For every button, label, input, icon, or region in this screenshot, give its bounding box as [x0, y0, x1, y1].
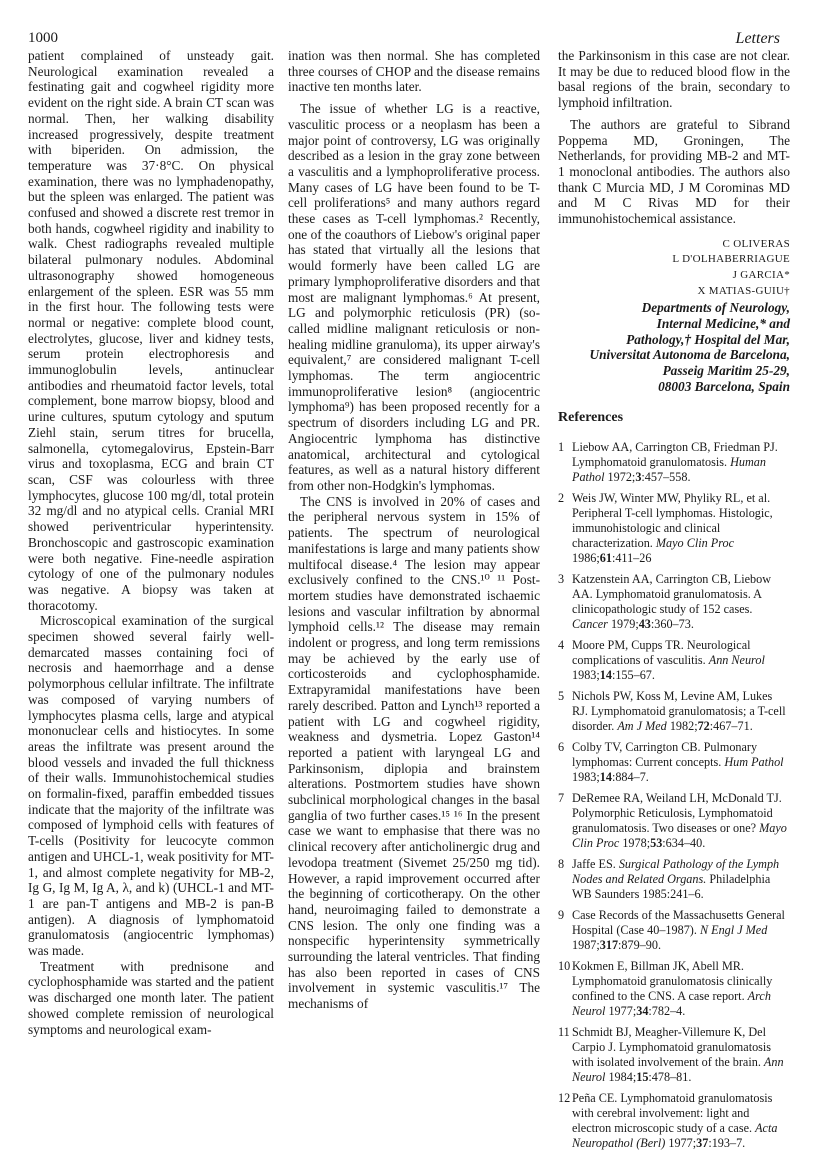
reference-item: 2 Weis JW, Winter MW, Phyliky RL, et al. Peripheral T-cell lymphomas. Histologic, immunohistologic and clinical characterization. Mayo Clin Proc 1986;61:411–26	[558, 491, 773, 566]
affiliation-line: Internal Medicine,* and	[656, 315, 790, 331]
reference-list	[558, 440, 790, 1151]
column-3	[558, 48, 790, 1157]
paragraph: patient complained of unsteady gait. Neurological examination revealed a festinating gait and cogwheel rigidity more evident on the right side. A brain CT scan was normal. Then, her walking disability increased progressively, despite treatment with biperiden. On admission, the temperature was 37·8°C. On physical examination, there was no lymphadenopathy, but the spleen was enlarged. The patient was confused and showed a discrete rest tremor in both hands, cogwheel rigidity and inability to walk. Chest radiographs revealed multiple bilateral pulmonary nodules. Abdominal ultrasonography showed homogeneous enlargement of the spleen. ESR was 55 mm in the first hour. The following tests were normal or negative: complete blood count, electrolytes, glucose, liver and kidney tests, serum protein electrophoresis and immunoglobulin levels, antinuclear antibodies and rheumatoid factor levels, total complement, bone marrow biopsy, blood and urine cultures, sputum cytology and sputum Ziehl stain, serum titres for brucella, salmonella, cytomegalovirus, Epstein-Barr virus and toxoplasma, ECG and brain CT scan, CSF was colourless with three lymphocytes, glucose 100 mg/dl, total protein 32 mg/dl and no atypical cells. Cranial MRI showed periventricular hyperintensity. Bronchoscopic and gastroscopic examination were both negative. Fine-needle aspiration cytology of one of the pulmonary nodules was negative. A biopsy was taken at thoracotomy.	[28, 48, 274, 613]
paragraph: The issue of whether LG is a reactive, vasculitic process or a neoplasm has been a major point of controversy, LG was originally described as a lesion in the gray zone between a vasculitis and a lymphoproliferative process. Many cases of LG have been found to be T-cell proliferations⁵ and many authors regard these cases as T-cell lymphomas.² Recently, one of the coauthors of Liebow's original paper has stated that virtually all the lesions that would formerly have been called LG are primary lymphoproliferative disorders and that most are malignant lymphomas.⁶ At present, LG and polymorphic reticulosis (PR) (so-called midline malignant reticulosis or non-healing midline granuloma), its upper airway's equivalent,⁷ are considered malignant T-cell lymphomas. The term angiocentric immunoproliferative lesion⁸ (angiocentric lymphoma⁹) has been proposed recently for a spectrum of disorders including LG and PR. Angiocentric lymphoma has distinctive anatomical, architectural and cytological features, as well as a natural history different from other non-Hodgkin's lymphomas.	[288, 101, 540, 493]
affiliation-line: Pathology,† Hospital del Mar,	[626, 331, 790, 347]
affiliation-line: Departments of Neurology,	[641, 300, 790, 316]
author: L D'OLHABERRIAGUE	[672, 253, 790, 266]
reference-item: 5 Nichols PW, Koss M, Levine AM, Lukes RJ. Lymphomatoid granulomatosis; a T-cell disorder. Am J Med 1982;72:467–71.	[558, 689, 786, 734]
column-1	[28, 48, 274, 1037]
affiliation	[558, 300, 790, 394]
reference-item: 11 Schmidt BJ, Meagher-Villemure K, Del Carpio J. Lymphomatoid granulomatosis with isolated involvement of the brain. Ann Neurol 1984;15:478–81.	[558, 1025, 784, 1085]
paragraph: ination was then normal. She has completed three courses of CHOP and the disease remains inactive ten months later.	[288, 48, 540, 95]
paragraph: The CNS is involved in 20% of cases and the peripheral nervous system in 15% of patients. The spectrum of neurological manifestations is large and many patients show multifocal disease.⁴ The lesion may appear exclusively confined to the CNS.¹⁰ ¹¹ Post-mortem studies have demonstrated ischaemic lesions and vascular infiltration by abnormal lymphoid cells.¹² The disease may remain indolent or progress, and long term remissions may be achieved by the early use of corticosteroids and cyclophosphamide. Extrapyramidal manifestations have been rarely described. Patton and Lynch¹³ reported a patient with LG and cogwheel rigidity, weakness and dysmetria. Lopez Gaston¹⁴ reported a patient with laryngeal LG and Parkinsonism, diplopia and brainstem alterations. Postmortem studies have shown subclinical morphological changes in the basal ganglia of two further cases.¹⁵ ¹⁶ In the present case we want to emphasise that there was no clinical recovery after anticholinergic drug and levodopa treatment (Sivemet 25/250 mg tid). However, a rapid improvement occurred after the beginning of corticotherapy. On the other hand, neuroimaging failed to demonstrate a CNS lesion. The only one finding was a nonspecific hyperintensity symmetrically surrounding the lateral ventricles. That finding has also been reported in cases of CNS involvement in systemic vasculitis.¹⁷ The mechanisms of	[288, 493, 540, 1012]
reference-item: 12 Peña CE. Lymphomatoid granulomatosis with cerebral involvement: light and electron microscopic study of a case. Acta Neuropathol (Berl) 1977;37:193–7.	[558, 1091, 778, 1151]
paragraph: Microscopical examination of the surgical specimen showed several fairly well-demarcated masses containing foci of necrosis and haemorrhage and a dense polymorphous cellular infiltrate. The infiltrate was composed of varying numbers of lymphocytes plasma cells, large and atypical mononuclear cells and histiocytes. In some areas the infiltrate was present around the blood vessels and invaded the full thickness of their walls. Immunohistochemical studies on formalin-fixed, paraffin embedded tissues indicate that the majority of the infiltrate was composed of lymphoid cells with features of T-cells (Positivity for leucocyte common antigen and UHCL-1, weak positivity for MT-1, and almost complete negativity for MB-2, Ig G, Ig M, Ig A, λ, and k) (UHCL-1 and MT-1 are pan-T antigens and MB-2 is pan-B antigen). A diagnosis of lymphomatoid granulomatosis (angiocentric lymphomas) was made.	[28, 613, 274, 959]
author: J GARCIA*	[732, 268, 790, 281]
affiliation-line: Passeig Maritim 25-29,	[662, 362, 790, 378]
paragraph: the Parkinsonism in this case are not clear. It may be due to reduced blood flow in the basal regions of the brain, secondary to lymphoid infiltration.	[558, 48, 790, 111]
section-title: Letters	[735, 30, 780, 47]
reference-item: 8 Jaffe ES. Surgical Pathology of the Lymph Nodes and Related Organs. Philadelphia WB Saunders 1985:241–6.	[558, 857, 780, 902]
affiliation-line: Universitat Autonoma de Barcelona,	[589, 347, 790, 363]
affiliation-line: 08003 Barcelona, Spain	[658, 378, 790, 394]
column-2	[288, 48, 540, 1012]
reference-item: 6 Colby TV, Carrington CB. Pulmonary lymphomas: Current concepts. Hum Pathol 1983;14:884–7.	[558, 740, 784, 785]
reference-item: 10 Kokmen E, Billman JK, Abell MR. Lymphomatoid granulomatosis clinically confined to the CNS. A case report. Arch Neurol 1977;34:782–4.	[558, 959, 773, 1019]
author: C OLIVERAS	[722, 237, 790, 250]
reference-item: 3 Katzenstein AA, Carrington CB, Liebow AA. Lymphomatoid granulomatosis. A clinicopathologic study of 152 cases. Cancer 1979;43:360–73.	[558, 572, 772, 632]
paragraph: Treatment with prednisone and cyclophosphamide was started and the patient was discharged one month later. The patient showed complete remission of neurological symptoms and neurological exam-	[28, 958, 274, 1037]
author-list	[558, 237, 790, 299]
references-heading: References	[558, 410, 624, 426]
reference-item: 7 DeRemee RA, Weiland LH, McDonald TJ. Polymorphic Reticulosis, Lymphomatoid granulomatosis. Two diseases or one? Mayo Clin Proc 1978;53:634–40.	[558, 791, 787, 851]
author: X MATIAS-GUIU†	[697, 284, 790, 297]
page-number: 1000	[28, 30, 58, 46]
reference-item: 9 Case Records of the Massachusetts General Hospital (Case 40–1987). N Engl J Med 1987;317:879–90.	[558, 908, 785, 953]
reference-item: 4 Moore PM, Cupps TR. Neurological complications of vasculitis. Ann Neurol 1983;14:155–67.	[558, 638, 765, 683]
reference-item: 1 Liebow AA, Carrington CB, Friedman PJ. Lymphomatoid granulomatosis. Human Pathol 1972;3:457–558.	[558, 440, 778, 485]
acknowledgements: The authors are grateful to Sibrand Poppema MD, Groningen, The Netherlands, for providing MB-2 and MT-1 monoclonal antibodies. The authors also thank C Murcia MD, J M Corominas MD and M C Rivas MD for their immunohistochemical assistance.	[558, 116, 790, 227]
